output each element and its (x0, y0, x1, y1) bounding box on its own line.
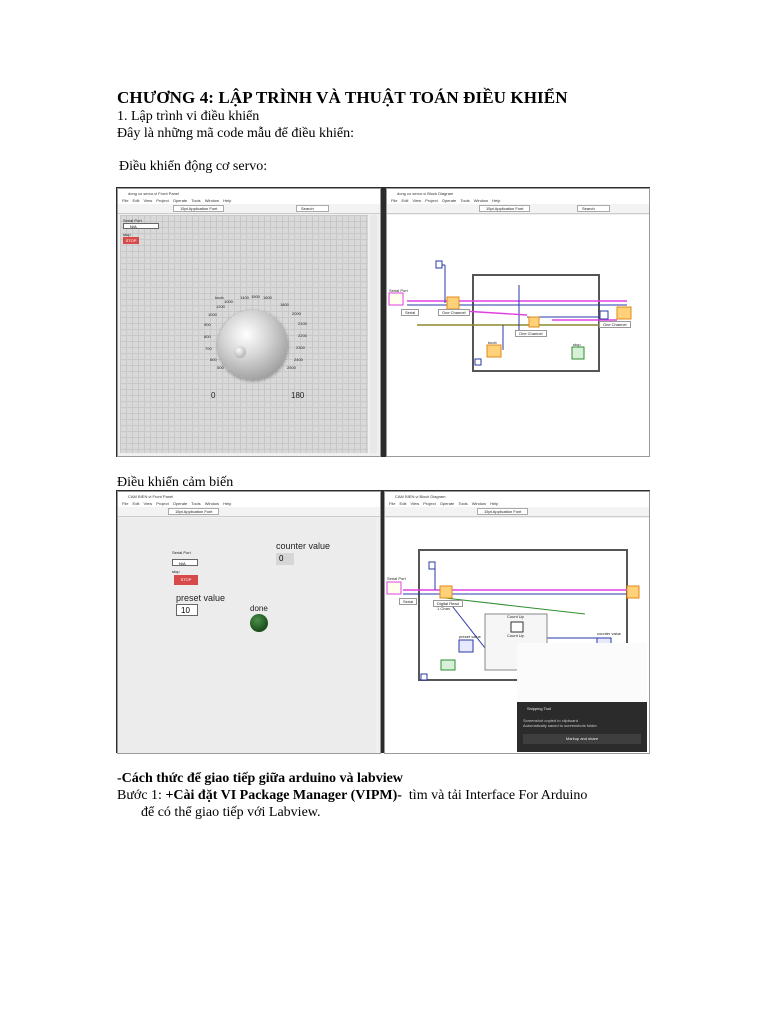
knob-tick: 2200 (298, 333, 307, 338)
intro-text: Đây là những mã code mẫu để điều khiển: (117, 126, 354, 141)
window-title: dong co servo.vi Front Panel (118, 189, 380, 198)
knob-tick: 1000 (224, 299, 233, 304)
serial-port-label: Serial Port (123, 218, 142, 223)
menu-bar[interactable]: File Edit View Project Operate Tools Window Help (387, 198, 649, 204)
one-channel-select[interactable]: One Channel (599, 321, 631, 328)
sensor-caption: Điều khiển cảm biến (117, 475, 234, 490)
serial-port-select[interactable]: N/A (123, 223, 159, 229)
one-channel-select[interactable]: One Channel (515, 330, 547, 337)
front-panel-canvas (118, 518, 376, 753)
toast-title: Snipping Tool (527, 706, 551, 711)
stop-terminal-label: stop (573, 342, 581, 347)
stop-button[interactable]: STOP (174, 575, 198, 585)
toolbar (118, 507, 380, 517)
knob-tick: 2300 (296, 345, 305, 350)
menu-bar[interactable]: File Edit View Project Operate Tools Window Help (118, 198, 380, 204)
knob-min: 0 (211, 391, 216, 400)
knob-tick: 1200 (216, 304, 225, 309)
knob-label: knob (215, 295, 224, 300)
toolbar (387, 204, 649, 214)
knob-tick: 1000 (208, 312, 217, 317)
page-title: CHƯƠNG 4: LẬP TRÌNH VÀ THUẬT TOÁN ĐIỀU KHIỂN (117, 88, 568, 107)
counter-value-label: counter value (276, 541, 331, 551)
preset-value-terminal-label: preset value (459, 634, 481, 639)
knob-tick: 2000 (292, 311, 301, 316)
knob-tick: 900 (204, 322, 211, 327)
knob-dial[interactable] (218, 310, 288, 380)
search-input[interactable]: Search (296, 205, 329, 212)
block-diagram-canvas (387, 215, 649, 456)
step1-rest: tìm và tải Interface For Arduino (401, 788, 588, 803)
vertical-scrollbar[interactable] (370, 215, 377, 453)
window-title: dong co servo.vi Block Diagram (387, 189, 649, 198)
menu-bar[interactable]: File Edit View Project Operate Tools Window Help (118, 501, 380, 507)
servo-block-diagram-window (386, 188, 650, 457)
step1-line (117, 787, 587, 804)
serial-port-select[interactable]: N/A (172, 559, 198, 566)
knob-tick: 2500 (287, 365, 296, 370)
knob-tick: 1600 (263, 295, 272, 300)
sensor-screenshot (116, 490, 650, 753)
done-led (250, 614, 268, 632)
chan-label: 1 Chan (437, 606, 450, 611)
count-up-label: Count Up (507, 614, 524, 619)
markup-and-share-button[interactable]: Markup and share (523, 734, 641, 744)
search-input[interactable]: Search (577, 205, 610, 212)
count-up-label: Count Up (507, 633, 524, 638)
window-title: CAM BIEN.vi Block Diagram (385, 492, 649, 501)
knob-tick: 700 (205, 346, 212, 351)
serial-port-label: Serial Port (387, 576, 406, 581)
snipping-tool-toast[interactable] (517, 702, 647, 752)
stop-label: stop (123, 232, 131, 237)
step1-bold: +Cài đặt VI Package Manager (VIPM)- (165, 788, 402, 803)
servo-front-panel-window (117, 188, 381, 457)
toast-message: Automatically saved to screenshots folder. (523, 723, 598, 728)
digital-read-select[interactable]: Digital Read (433, 600, 463, 607)
knob-tick: 1500 (251, 294, 260, 299)
preset-value-input[interactable]: 10 (176, 604, 198, 616)
sensor-front-panel-window (117, 491, 381, 754)
step1-continuation: để có thể giao tiếp với Labview. (141, 805, 321, 820)
one-channel-select[interactable]: One Channel (438, 309, 470, 316)
knob-tick: 500 (217, 365, 224, 370)
stop-label: stop (172, 569, 180, 574)
knob-tick: 2400 (294, 357, 303, 362)
toolbar (385, 507, 649, 517)
knob-tick: 600 (210, 357, 217, 362)
toolbar (118, 204, 380, 214)
section-heading: 1. Lập trình vi điều khiển (117, 109, 260, 124)
knob-handle[interactable] (234, 346, 246, 358)
knob-tick: 800 (204, 334, 211, 339)
knob-tick: 1400 (240, 295, 249, 300)
font-select[interactable]: 15pt Application Font (479, 205, 530, 212)
front-panel-grid (120, 215, 368, 453)
font-select[interactable]: 15pt Application Font (173, 205, 224, 212)
serial-terminal[interactable]: Serial (401, 309, 419, 316)
sensor-block-diagram-window (384, 491, 650, 754)
counter-value-indicator: 0 (276, 553, 294, 565)
serial-terminal[interactable]: Serial (399, 598, 417, 605)
serial-port-label: Serial Port (172, 550, 191, 555)
servo-caption: Điều khiển động cơ servo: (119, 159, 268, 174)
font-select[interactable]: 15pt Application Font (168, 508, 219, 515)
knob-tick: 2100 (298, 321, 307, 326)
font-select[interactable]: 15pt Application Font (477, 508, 528, 515)
knob-max: 180 (291, 391, 305, 400)
block-diagram-canvas (385, 518, 649, 753)
comm-heading: -Cách thức để giao tiếp giữa arduino và labview (117, 771, 403, 786)
step1-prefix: Bước 1: (117, 788, 166, 803)
counter-value-terminal-label: counter value (597, 631, 622, 636)
serial-port-label: Serial Port (389, 288, 408, 293)
knob-tick: 1800 (280, 302, 289, 307)
done-label: done (250, 604, 268, 613)
preset-value-label: preset value (176, 593, 226, 603)
knob-terminal-label: knob (488, 340, 497, 345)
toast-message: Screenshot copied to clipboard (523, 718, 578, 723)
window-title: CAM BIEN.vi Front Panel (118, 492, 380, 501)
stop-button[interactable]: STOP (123, 237, 139, 244)
menu-bar[interactable]: File Edit View Project Operate Tools Window Help (385, 501, 649, 507)
servo-screenshot (116, 187, 650, 457)
